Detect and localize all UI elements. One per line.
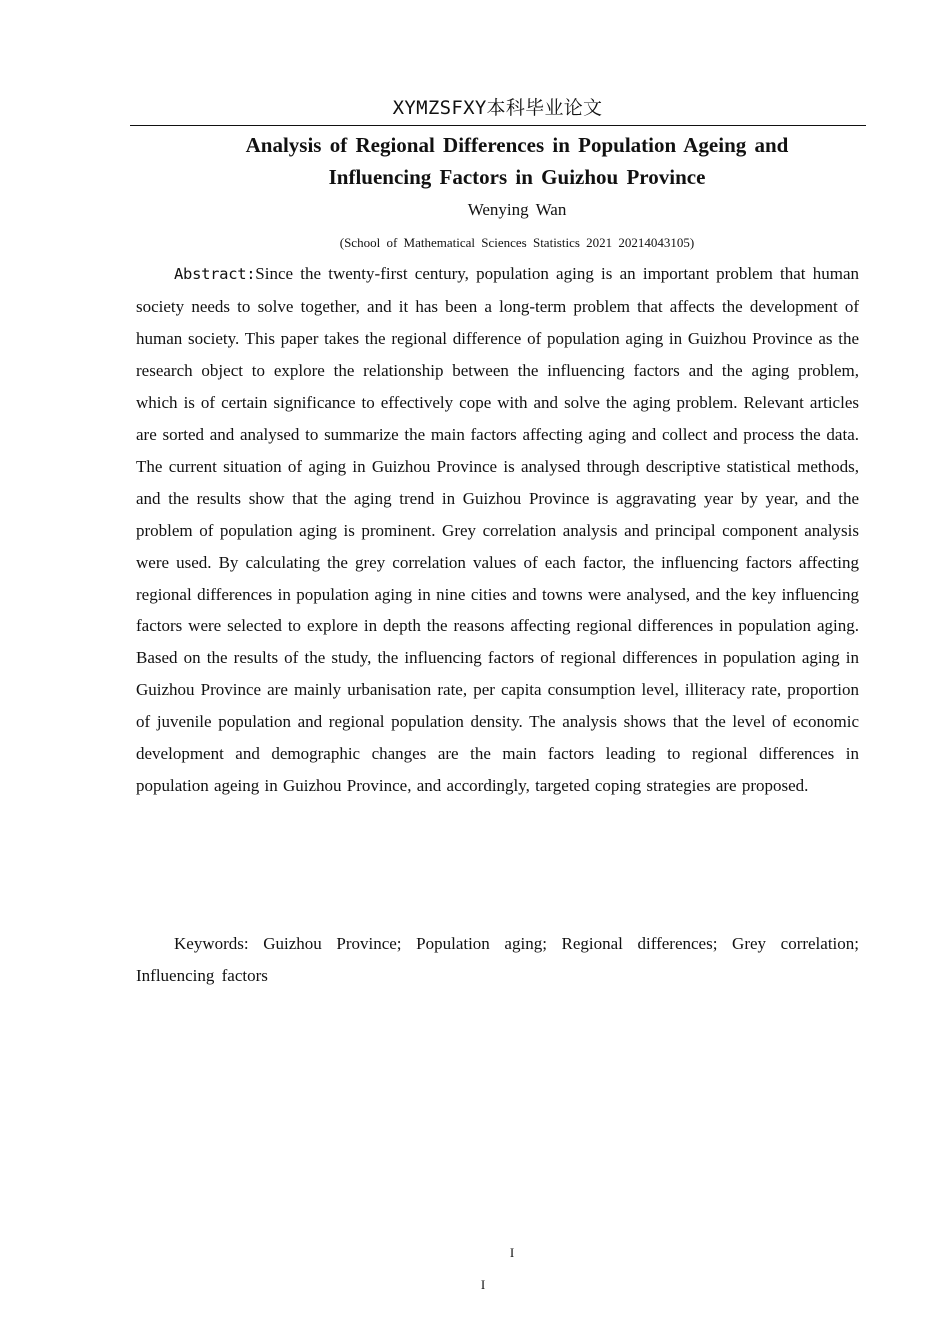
running-header-title: XYMZSFXY本科毕业论文 <box>392 97 603 119</box>
header-divider <box>130 125 866 126</box>
author-name: Wenying Wan <box>467 200 567 219</box>
abstract-text: Since the twenty-first century, population aging is an important problem that human society needs to solve together, and it has been a long-term problem that affects the development of human society. This paper takes the regional difference of population aging in Guizhou Province as the research object to explore the relationship between the influencing factors and the aging problem, which is of certain significance to effectively cope with and solve the aging problem. Relevant articles are sorted and analysed to summarize the main factors affecting aging and collect and process the data. The current situation of aging in Guizhou Province is analysed through descriptive statistical methods, and the results show that the aging trend in Guizhou Province is aggravating year by year, and the problem of population aging is prominent. Grey correlation analysis and principal component analysis were used. By calculating the grey correlation values of each factor, the influencing factors affecting regional differences in population aging in nine cities and towns were analysed, and the key influencing factors were selected to explore in depth the reasons affecting regional differences in population aging. Based on the results of the study, the influencing factors of regional differences in population aging in Guizhou Province are mainly urbanisation rate, per capita consumption level, illiteracy rate, proportion of juvenile population and regional population density. The analysis shows that the level of economic development and demographic changes are the main factors leading to regional differences in population ageing in Guizhou Province, and accordingly, targeted coping strategies are proposed. <box>136 264 859 796</box>
paper-title-line-2: Influencing Factors in Guizhou Province <box>328 165 706 189</box>
page-number-footer: I <box>480 1277 486 1292</box>
abstract-label: Abstract: <box>174 265 256 283</box>
keywords-paragraph: Keywords: Guizhou Province; Population aging; Regional differences; Grey correlation; Influencing factors <box>136 934 859 985</box>
paper-title <box>150 129 884 193</box>
author-affiliation: (School of Mathematical Sciences Statistics 2021 20214043105) <box>339 235 695 250</box>
page-number: I <box>509 1245 515 1260</box>
abstract-paragraph <box>136 258 859 802</box>
paper-title-line-1: Analysis of Regional Differences in Population Ageing and <box>245 133 789 157</box>
